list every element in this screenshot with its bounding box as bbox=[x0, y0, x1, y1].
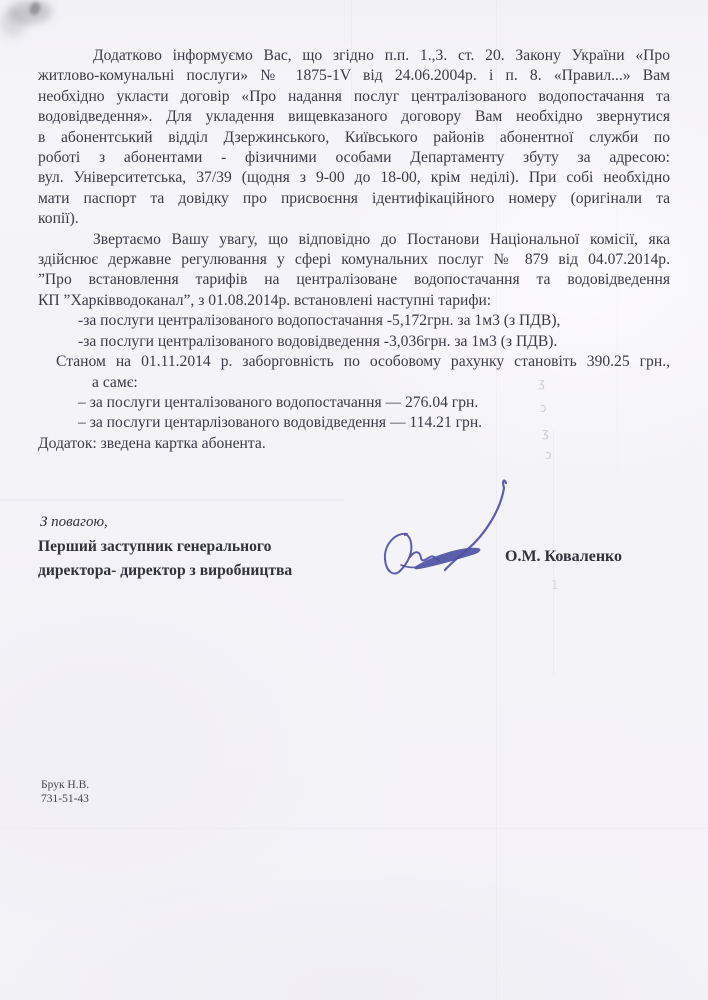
bleed-through-mark: ʒ bbox=[538, 376, 545, 390]
letter-line: вул. Університетська, 37/39 (щодня з 9-00 до 18-00, крім неділі). При собі необхідно bbox=[38, 169, 670, 187]
executor-block bbox=[41, 779, 89, 806]
letter-line: -за послуги централізованого водовідведення -3,036грн. за 1м3 (з ПДВ). bbox=[78, 332, 558, 350]
letter-line: ”Про встановлення тарифів на централізоване водопостачання та водовідведення bbox=[38, 271, 670, 289]
paper-crease bbox=[0, 828, 708, 829]
signer-position-line1: Перший заступник генерального bbox=[38, 538, 272, 555]
letter-line: житлово-комунальні послуги» № 1875-1V від 24.06.2004р. і п. 8. «Правил...» Вам bbox=[38, 67, 670, 85]
letter-body bbox=[38, 46, 670, 454]
letter-line: – за послуги центарлізованого водовідведення — 114.21 грн. bbox=[78, 414, 483, 432]
letter-line: Додатково інформуємо Вас, що згідно п.п. 1.,3. ст. 20. Закону України «Про bbox=[93, 47, 670, 64]
letter-line: а самє: bbox=[92, 373, 138, 391]
letter-line: мати паспорт та довідку про присвоєння ідентифікаційного номеру (оригінали та bbox=[38, 189, 670, 207]
bleed-through-mark: ʒ bbox=[542, 426, 549, 440]
executor-phone: 731-51-43 bbox=[41, 792, 89, 805]
letter-line: водовідведення». Для укладення вищевказаного договору Вам необхідно звернутися bbox=[38, 108, 670, 126]
bleed-through-mark: ɔ bbox=[545, 448, 552, 462]
letter-line: необхідно укласти договір «Про надання послуг централізованого водопостачання та bbox=[38, 87, 670, 105]
letter-line: -за послуги централізованого водопостачання -5,172грн. за 1м3 (з ПДВ), bbox=[78, 312, 561, 330]
executor-name: Брук Н.В. bbox=[41, 779, 90, 791]
letter-line: копії). bbox=[38, 210, 79, 228]
bleed-through-mark: ɔ bbox=[540, 401, 547, 415]
letter-line: КП ”Харківводоканал”, з 01.08.2014р. встановлені наступні тарифи: bbox=[38, 291, 492, 309]
letter-line: Звертаємо Вашу увагу, що відповідно до Постанови Національної комісії, яка bbox=[93, 230, 670, 248]
signer-name: О.М. Коваленко bbox=[505, 548, 623, 565]
bleed-through-mark: 1 bbox=[551, 578, 559, 592]
signer-position-line2: директора- директор з виробництва bbox=[38, 562, 293, 579]
handwritten-signature bbox=[372, 464, 532, 604]
letter-line: Додаток: зведена картка абонента. bbox=[38, 434, 266, 452]
letter-line: здійснює державне регулювання у сфері комунальних послуг № 879 від 04.07.2014р. bbox=[38, 251, 670, 269]
letter-line: роботі з абонентами - фізичними особами Департаменту збуту за адресою: bbox=[38, 149, 670, 167]
letter-line: в абонентський відділ Дзержинського, Київського районів абонентної служби по bbox=[38, 128, 670, 146]
paper-crease bbox=[0, 499, 345, 501]
letter-line: Станом на 01.11.2014 р. заборговність по особовому рахунку становіть 390.25 грн., bbox=[56, 353, 670, 371]
letter-line: – за послуги центалізованого водопостачання — 276.04 грн. bbox=[78, 393, 479, 411]
closing-salutation: З повагою, bbox=[40, 514, 108, 530]
